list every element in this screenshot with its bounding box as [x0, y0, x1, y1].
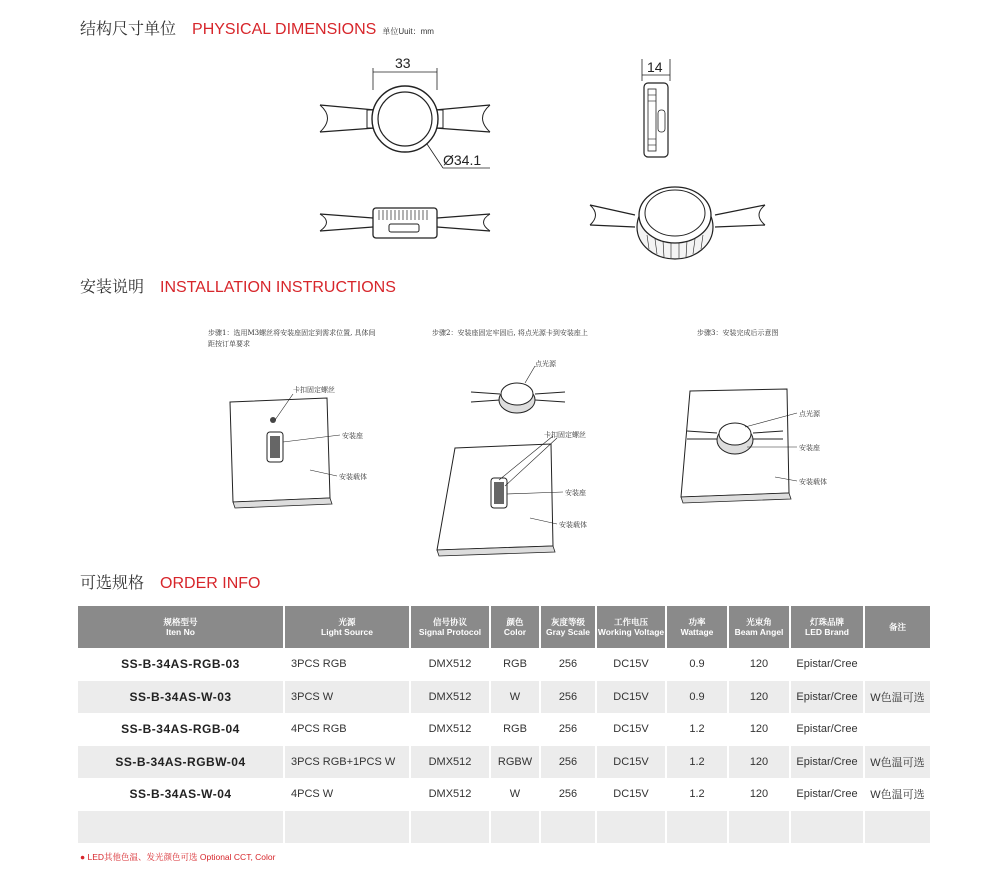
step2-label-screw: 卡扣固定螺丝 [544, 431, 586, 439]
header-wattage: 功率 Wattage [666, 606, 728, 648]
order-title-en: ORDER INFO [160, 575, 261, 592]
diameter-dimension-label: Ø34.1 [443, 152, 482, 168]
cell-voltage: DC15V [596, 778, 666, 811]
installation-title [80, 274, 396, 297]
cell-beam: 120 [728, 713, 790, 746]
cell-gray: 256 [540, 713, 596, 746]
cell-light-source: 4PCS W [284, 778, 410, 811]
cell-signal: DMX512 [410, 681, 490, 714]
depth-dimension-label: 14 [647, 59, 663, 75]
cell-wattage: 1.2 [666, 778, 728, 811]
cell-voltage [596, 811, 666, 844]
step2-label-carrier: 安装载体 [559, 521, 587, 529]
cell-signal: DMX512 [410, 648, 490, 681]
step3-diagram [675, 385, 845, 505]
front-view-drawing [315, 50, 495, 180]
header-working-voltage: 工作电压 Working Voltage [596, 606, 666, 648]
cell-brand [790, 811, 864, 844]
cell-model: SS-B-34AS-RGB-03 [78, 648, 284, 681]
cell-signal: DMX512 [410, 778, 490, 811]
header-item-no: 规格型号 Iten No [78, 606, 284, 648]
header-color: 颜色 Color [490, 606, 540, 648]
cell-brand: Epistar/Cree [790, 746, 864, 779]
cell-gray: 256 [540, 681, 596, 714]
cell-remark: W色温可选 [864, 681, 930, 714]
cell-remark [864, 811, 930, 844]
cell-light-source: 3PCS W [284, 681, 410, 714]
step2-label-base: 安装座 [565, 489, 586, 497]
cell-voltage: DC15V [596, 713, 666, 746]
cell-model: SS-B-34AS-W-04 [78, 778, 284, 811]
step1-label-base: 安装座 [342, 432, 363, 440]
cell-color: RGB [490, 713, 540, 746]
header-signal-protocol: 信号协议 Signal Protocol [410, 606, 490, 648]
cell-model: SS-B-34AS-RGBW-04 [78, 746, 284, 779]
installation-title-cn: 安装说明 [80, 279, 145, 296]
cell-wattage: 1.2 [666, 713, 728, 746]
cell-wattage: 0.9 [666, 648, 728, 681]
cell-signal [410, 811, 490, 844]
dimensions-unit: 单位Uuit：mm [382, 27, 434, 36]
cell-remark [864, 713, 930, 746]
cell-wattage: 1.2 [666, 746, 728, 779]
cell-signal: DMX512 [410, 713, 490, 746]
cell-color: RGB [490, 648, 540, 681]
cell-beam: 120 [728, 778, 790, 811]
cell-voltage: DC15V [596, 681, 666, 714]
dimensions-title-en: PHYSICAL DIMENSIONS [192, 21, 377, 38]
side-view-drawing [630, 55, 690, 165]
step3-label-carrier: 安装载体 [799, 478, 827, 486]
step1-text: 步骤1：选用M3螺丝将安装座固定到需求位置, 具体间距按订单要求 [208, 329, 376, 348]
cell-gray: 256 [540, 746, 596, 779]
cell-color: RGBW [490, 746, 540, 779]
cell-brand: Epistar/Cree [790, 713, 864, 746]
top-view-drawing [315, 200, 495, 245]
table-row [78, 778, 930, 811]
cell-remark [864, 648, 930, 681]
perspective-view-drawing [585, 175, 775, 265]
header-gray-scale: 灰度等级 Gray Scale [540, 606, 596, 648]
order-note: ● LED其他色温、发光颜色可选 Optional CCT, Color [80, 852, 276, 862]
cell-voltage: DC15V [596, 648, 666, 681]
table-row [78, 681, 930, 714]
dimensions-title [80, 16, 434, 39]
step2-diagram [435, 358, 610, 558]
cell-light-source: 4PCS RGB [284, 713, 410, 746]
table-row [78, 811, 930, 844]
table-row [78, 648, 930, 681]
step2-text: 步骤2：安装座固定牢固后, 将点光源卡到安装座上 [432, 329, 588, 337]
header-beam-angle: 光束角 Beam Angel [728, 606, 790, 648]
cell-color: W [490, 681, 540, 714]
step3-text: 步骤3：安装完成后示意图 [697, 329, 779, 337]
order-title [80, 570, 260, 593]
step2-label-light: 点光源 [535, 360, 556, 368]
cell-remark: W色温可选 [864, 778, 930, 811]
cell-brand: Epistar/Cree [790, 648, 864, 681]
header-light-source: 光源 Light Source [284, 606, 410, 648]
step3-label-light: 点光源 [799, 410, 820, 418]
cell-beam: 120 [728, 648, 790, 681]
step1-label-screw: 卡扣固定螺丝 [293, 386, 335, 394]
cell-beam: 120 [728, 681, 790, 714]
table-row [78, 713, 930, 746]
cell-color [490, 811, 540, 844]
order-title-cn: 可选规格 [80, 575, 145, 592]
order-header-row [78, 606, 930, 648]
cell-remark: W色温可选 [864, 746, 930, 779]
cell-color: W [490, 778, 540, 811]
dimensions-title-cn: 结构尺寸单位 [80, 21, 177, 38]
cell-light-source [284, 811, 410, 844]
cell-brand: Epistar/Cree [790, 681, 864, 714]
cell-model: SS-B-34AS-W-03 [78, 681, 284, 714]
step1-label-carrier: 安装载体 [339, 473, 367, 481]
cell-model: SS-B-34AS-RGB-04 [78, 713, 284, 746]
step1-diagram [215, 380, 385, 510]
cell-beam [728, 811, 790, 844]
cell-wattage: 0.9 [666, 681, 728, 714]
table-row [78, 746, 930, 779]
cell-gray: 256 [540, 648, 596, 681]
cell-gray: 256 [540, 778, 596, 811]
order-table [78, 606, 930, 843]
cell-light-source: 3PCS RGB [284, 648, 410, 681]
cell-voltage: DC15V [596, 746, 666, 779]
step3-label-base: 安装座 [799, 444, 820, 452]
cell-wattage [666, 811, 728, 844]
cell-model [78, 811, 284, 844]
header-remarks: 备注 [864, 606, 930, 648]
installation-title-en: INSTALLATION INSTRUCTIONS [160, 279, 396, 296]
cell-light-source: 3PCS RGB+1PCS W [284, 746, 410, 779]
cell-brand: Epistar/Cree [790, 778, 864, 811]
width-dimension-label: 33 [395, 55, 411, 71]
cell-gray [540, 811, 596, 844]
cell-signal: DMX512 [410, 746, 490, 779]
header-led-brand: 灯珠品牌 LED Brand [790, 606, 864, 648]
cell-beam: 120 [728, 746, 790, 779]
